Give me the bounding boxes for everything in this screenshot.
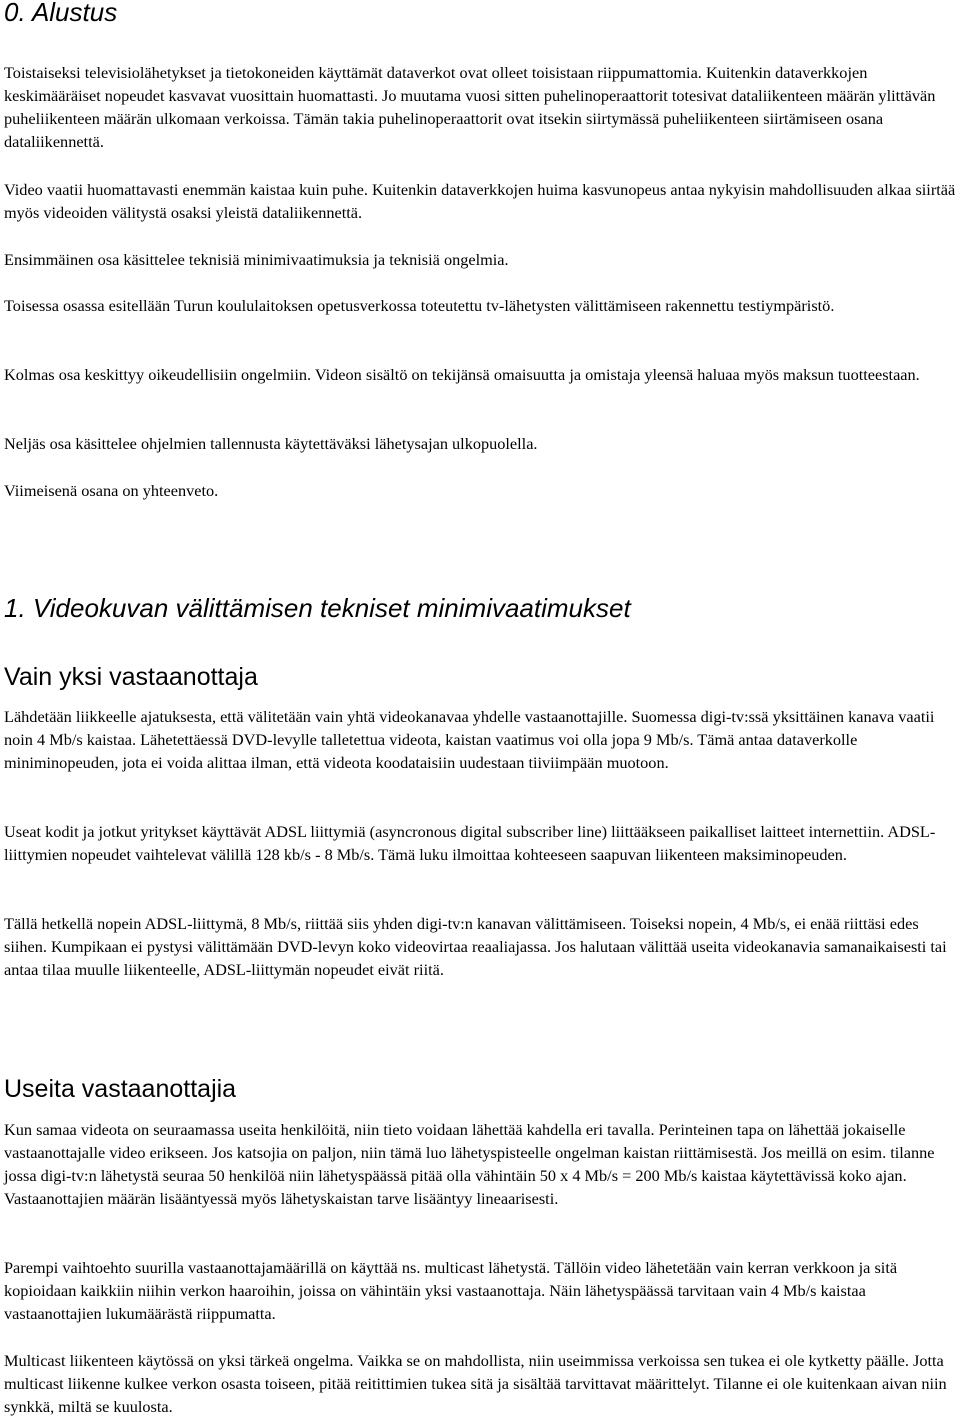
section-heading-minimivaatimukset: 1. Videokuvan välittämisen tekniset minimivaatimukset (4, 593, 631, 623)
multiple-receivers-paragraph-2: Parempi vaihtoehto suurilla vastaanottajamäärillä on käyttää ns. multicast lähetystä. Tällöin video lähetetään vain kerran verkkoon ja sitä kopioidaan kaikkiin niihin verkon haaroihin, joissa on vähintäin yksi vastaanottaja. Näin lähetyspäässä tarvitaan vain 4 Mb/s kaistaa vastaanottajien lukumäärästä riippumatta. (4, 1258, 898, 1324)
multiple-receivers-paragraph-1: Kun samaa videota on seuraamassa useita henkilöitä, niin tieto voidaan lähettää kahdella eri tavalla. Perinteinen tapa on lähettää jokaiselle vastaanottajalle video erikseen. Jos katsojia on paljon, niin tämä luo lähetyspisteelle ongelman kaistan riittämisestä. Jos meillä on esim. tilanne jossa digi-tv:n lähetystä seuraa 50 henkilöä niin lähetyspäässä pitää olla vähintäin 50 x 4 Mb/s = 200 Mb/s kaistaa käytettävissä koko ajan. Vastaanottajien määrän lisääntyessä myös lähetyskaistan tarve lisääntyy lineaarisesti. (4, 1120, 935, 1209)
subsection-heading-single-receiver: Vain yksi vastaanottaja (4, 663, 258, 691)
single-receiver-paragraph-3: Tällä hetkellä nopein ADSL-liittymä, 8 Mb/s, riittää siis yhden digi-tv:n kanavan välittämiseen. Toiseksi nopein, 4 Mb/s, ei enää riittäsi edes siihen. Kumpikaan ei pystysi välittämään DVD-levyn koko videovirtaa reaaliajassa. Jos halutaan välittää useita videokanavia samanaikaisesti tai antaa tilaa muulle liikenteelle, ADSL-liittymän nopeudet eivät riitä. (4, 914, 947, 980)
part-four-paragraph: Neljäs osa käsittelee ohjelmien tallennusta käytettäväksi lähetysajan ulkopuolella. (4, 434, 538, 453)
part-two-paragraph: Toisessa osassa esitellään Turun koululaitoksen opetusverkossa toteutettu tv-lähetysten välittämiseen rakennettu testiympäristö. (4, 296, 835, 315)
part-three-paragraph: Kolmas osa keskittyy oikeudellisiin ongelmiin. Videon sisältö on tekijänsä omaisuutta ja omistaja yleensä haluaa myös maksun tuotteestaan. (4, 365, 920, 384)
subsection-heading-multiple-receivers: Useita vastaanottajia (4, 1075, 237, 1103)
single-receiver-paragraph-2: Useat kodit ja jotkut yritykset käyttävät ADSL liittymiä (asyncronous digital subscriber line) liittääkseen paikalliset laitteet internettiin. ADSL-liittymien nopeudet vaihtelevat välillä 128 kb/s - 8 Mb/s. Tämä luku ilmoittaa kohteeseen saapuvan liikenteen maksiminopeuden. (4, 822, 936, 865)
section-heading-alustus: 0. Alustus (4, 0, 118, 27)
summary-paragraph: Viimeisenä osana on yhteenveto. (4, 481, 219, 500)
intro-paragraph: Toistaiseksi televisiolähetykset ja tietokoneiden käyttämät dataverkot ovat olleet toisistaan riippumattomia. Kuitenkin dataverkkojen keskimääräiset nopeudet kasvavat vuosittain huomattasti. Jo muutama vuosi sitten puhelinoperaattorit totesivat dataliikenteen määrän ylittävän puheliikenteen määrän ulkomaan verkoissa. Tämän takia puhelinoperaattorit ovat itsekin siirtymässä puheliikenteen siirtämiseen osana dataliikennettä. (4, 63, 936, 152)
part-one-paragraph: Ensimmäinen osa käsittelee teknisiä minimivaatimuksia ja teknisiä ongelmia. (4, 250, 509, 269)
video-bandwidth-paragraph: Video vaatii huomattavasti enemmän kaistaa kuin puhe. Kuitenkin dataverkkojen huima kasvunopeus antaa nykyisin mahdollisuuden alkaa siirtää myös videoiden välitystä osaksi yleistä dataliikennettä. (4, 180, 956, 223)
multiple-receivers-paragraph-3: Multicast liikenteen käytössä on yksi tärkeä ongelma. Vaikka se on mahdollista, niin useimmissa verkoissa sen tukea ei ole kytketty päälle. Jotta multicast liikenne kulkee verkon osasta toiseen, pitää reitittimien tukea sitä ja sisältää tarvittavat määrittelyt. Tilanne ei ole kuitenkaan aivan niin synkkä, miltä se kuulosta. (4, 1351, 947, 1417)
single-receiver-paragraph-1: Lähdetään liikkeelle ajatuksesta, että välitetään vain yhtä videokanavaa yhdelle vastaanottajille. Suomessa digi-tv:ssä yksittäinen kanava vaatii noin 4 Mb/s kaistaa. Lähetettäessä DVD-levylle talletettua videota, kaistan vaatimus voi olla jopa 9 Mb/s. Tämä antaa dataverkolle miniminopeuden, jota ei voida alittaa ilman, että videota koodataisiin uudestaan tiiviimpään muotoon. (4, 707, 935, 773)
